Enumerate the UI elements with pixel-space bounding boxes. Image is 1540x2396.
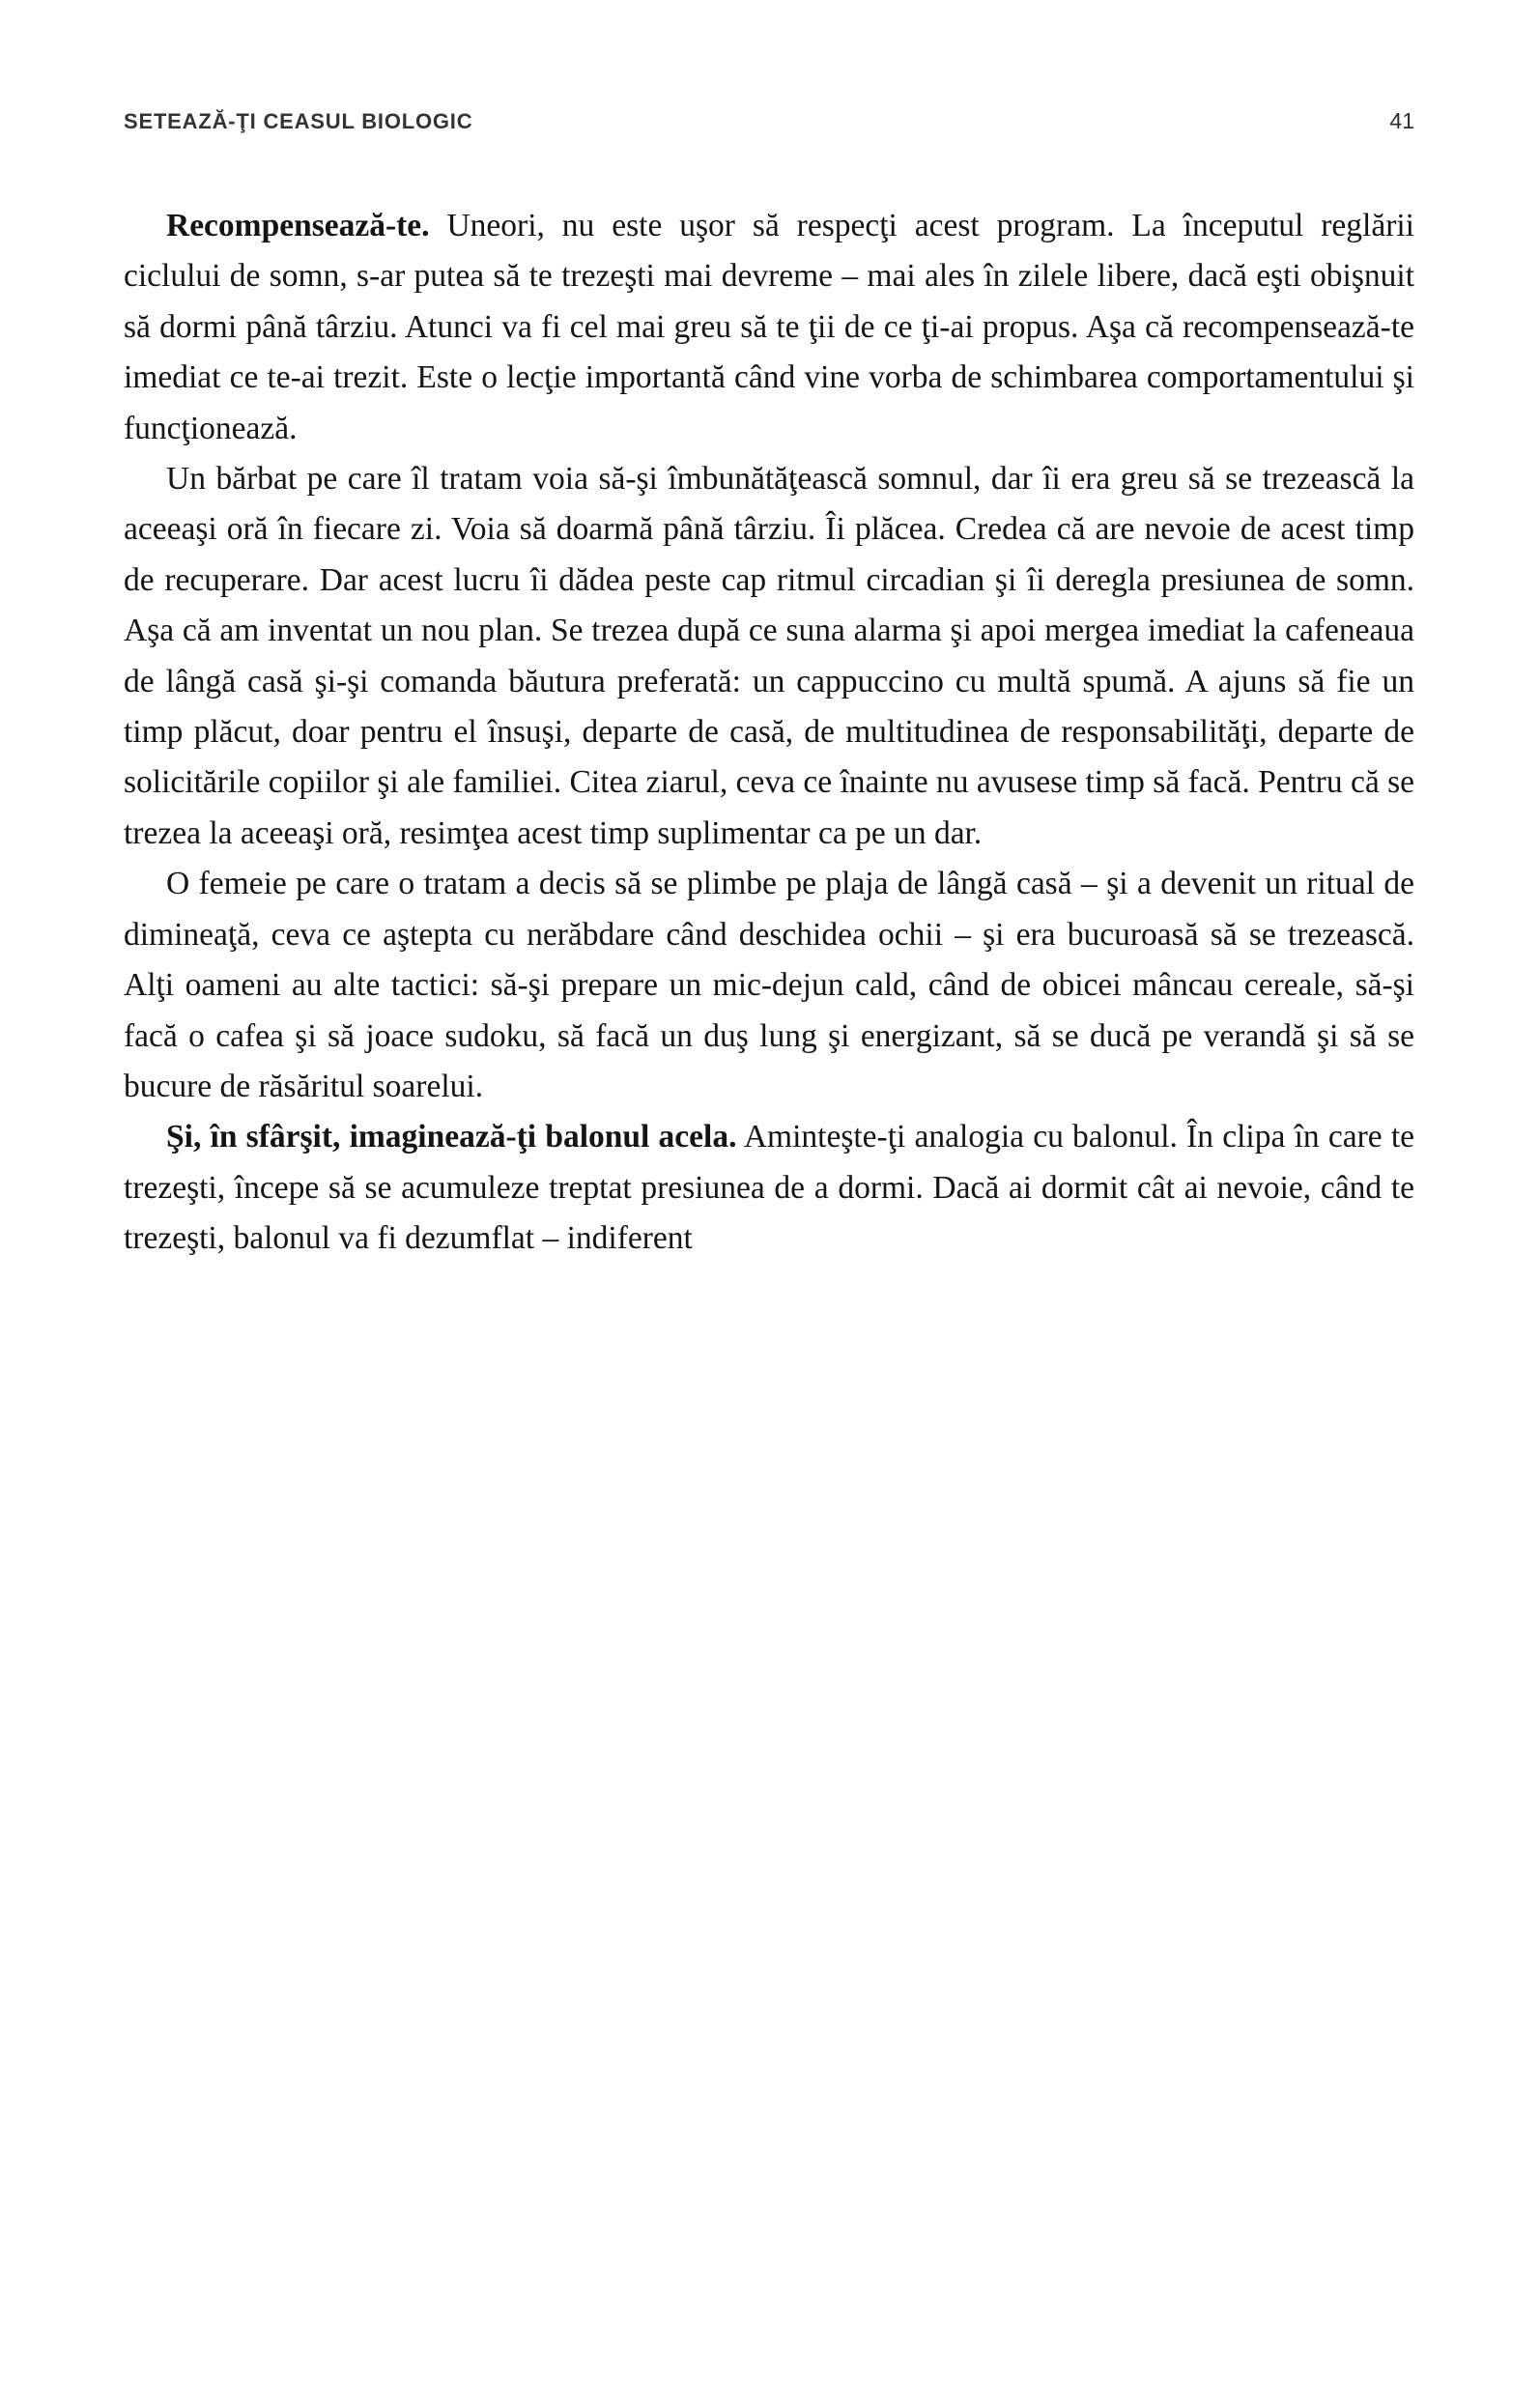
paragraph-lead: Şi, în sfârşit, imaginează-ţi balonul acela. — [166, 1119, 737, 1155]
running-title: SETEAZĂ-ŢI CEASUL BIOLOGIC — [124, 109, 473, 133]
paragraph-text: O femeie pe care o tratam a decis să se plimbe pe plaja de lângă casă – şi a devenit un ritual de dimineaţă, ceva ce aştepta cu nerăbdare când deschidea ochii – şi era bucuroasă să se trezească. Alţi oameni au alte tactici: să-şi prepare un mic-dejun cald, când de obicei mâncau cereale, să-şi facă o cafea şi să joace sudoku, să facă un duş lung şi energizant, să se ducă pe verandă şi să se bucure de răsăritul soarelui. — [124, 866, 1414, 1104]
paragraph — [124, 201, 1414, 454]
paragraph — [124, 454, 1414, 859]
paragraph-lead: Recompensează-te. — [166, 208, 430, 243]
paragraph-text: Aminteşte-ţi analogia cu balonul. În clipa în care te trezeşti, începe să se acumuleze treptat presiunea de a dormi. Dacă ai dormit cât ai nevoie, când te trezeşti, balonul va fi dezumflat – indiferent — [124, 1119, 1414, 1257]
paragraph-text: Uneori, nu este uşor să respecţi acest program. La începutul reglării ciclului de somn, s-ar putea să te trezeşti mai devreme – mai ales în zilele libere, dacă eşti obişnuit să dormi până târziu. Atunci va fi cel mai greu să te ţii de ce ţi-ai propus. Aşa că recompensează-te imediat ce te-ai trezit. Este o lecţie importantă când vine vorba de schimbarea comportamentului şi funcţionează. — [124, 208, 1414, 446]
page-number: 41 — [1389, 108, 1414, 133]
body-text — [124, 201, 1414, 1265]
paragraph-text: Un bărbat pe care îl tratam voia să-şi îmbunătăţească somnul, dar îi era greu să se trezească la aceeaşi oră în fiecare zi. Voia să doarmă până târziu. Îi plăcea. Credea că are nevoie de acest timp de recuperare. Dar acest lucru îi dădea peste cap ritmul circadian şi îi deregla presiunea de somn. Aşa că am inventat un nou plan. Se trezea după ce suna alarma şi apoi mergea imediat la cafeneaua de lângă casă şi-şi comanda băutura preferată: un cappuccino cu multă spumă. A ajuns să fie un timp plăcut, doar pentru el însuşi, departe de casă, de multitudinea de responsabilităţi, departe de solicitările copiilor şi ale familiei. Citea ziarul, ceva ce înainte nu avusese timp să facă. Pentru că se trezea la aceeaşi oră, resimţea acest timp suplimentar ca pe un dar. — [124, 461, 1414, 851]
paragraph — [124, 1112, 1414, 1264]
page-header — [124, 108, 1414, 134]
paragraph — [124, 859, 1414, 1112]
